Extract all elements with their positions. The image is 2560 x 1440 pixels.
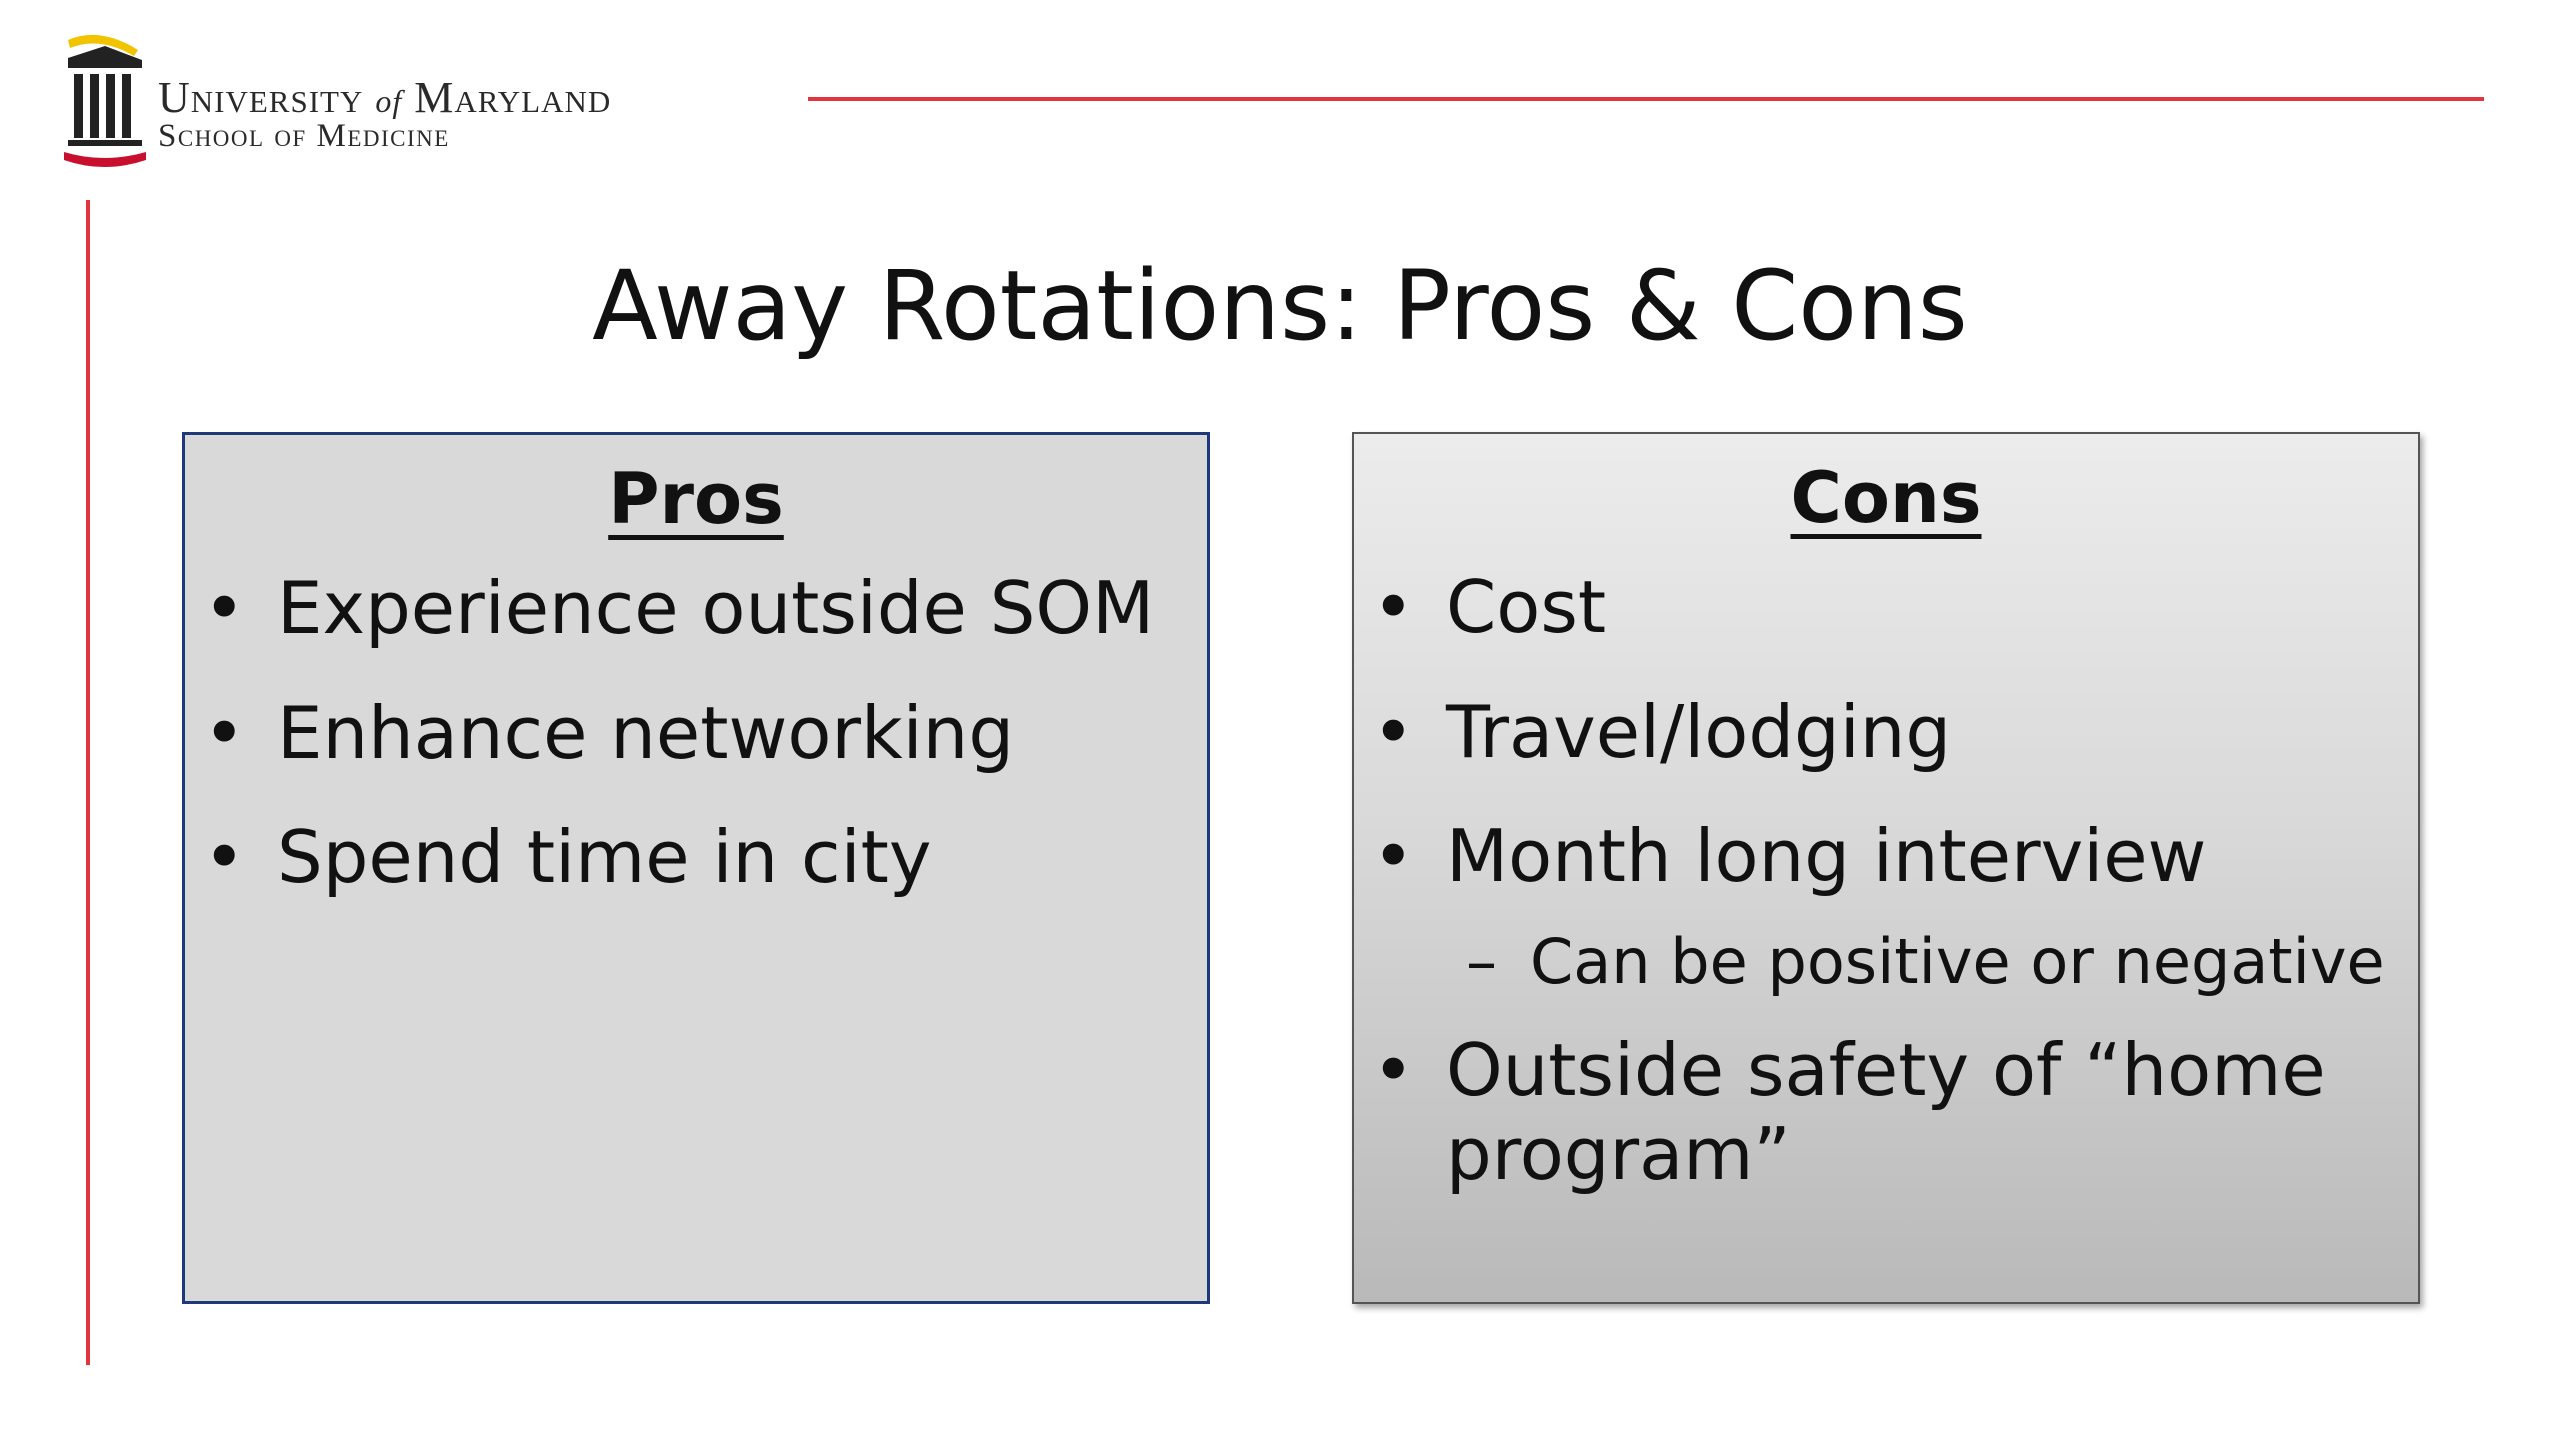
bullet-icon: • bbox=[1372, 689, 1415, 774]
slide-title: Away Rotations: Pros & Cons bbox=[592, 250, 1968, 362]
left-accent-rule bbox=[86, 200, 90, 1365]
cons-item-text: Month long interview bbox=[1446, 814, 2207, 899]
list-item bbox=[1354, 691, 2418, 775]
header-divider bbox=[808, 97, 2484, 101]
cons-list bbox=[1354, 566, 2418, 1196]
pros-item-text: Spend time in city bbox=[277, 815, 932, 900]
bullet-icon: • bbox=[203, 566, 246, 650]
list-item bbox=[185, 567, 1207, 651]
bullet-icon: • bbox=[1372, 1028, 1415, 1113]
pros-list bbox=[185, 567, 1207, 900]
logo-word-maryland: Maryland bbox=[414, 73, 612, 122]
cons-box bbox=[1352, 432, 2420, 1304]
cons-heading: Cons bbox=[1790, 457, 1982, 539]
pros-box bbox=[182, 432, 1210, 1304]
logo-line-2: School of Medicine bbox=[158, 118, 450, 154]
logo-word-university: University bbox=[158, 73, 364, 122]
cons-sub-item-text: Can be positive or negative bbox=[1530, 924, 2385, 998]
list-item bbox=[185, 816, 1207, 900]
list-item bbox=[1354, 566, 2418, 650]
university-columns-logo-icon bbox=[60, 28, 150, 173]
pros-item-text: Enhance networking bbox=[277, 690, 1015, 775]
pros-heading: Pros bbox=[608, 458, 784, 540]
cons-item-text: Cost bbox=[1446, 565, 1607, 649]
logo-line-1 bbox=[158, 73, 612, 122]
logo-word-of: of bbox=[375, 83, 403, 119]
list-item bbox=[185, 692, 1207, 776]
cons-item-text: Travel/lodging bbox=[1446, 689, 1952, 774]
dash-icon: – bbox=[1466, 924, 1497, 998]
bullet-icon: • bbox=[203, 815, 246, 900]
pros-item-text: Experience outside SOM bbox=[277, 566, 1155, 650]
logo-wordmark bbox=[158, 73, 612, 154]
bullet-icon: • bbox=[1372, 814, 1415, 899]
sub-list-item bbox=[1354, 926, 2418, 998]
cons-item-text: Outside safety of “home program” bbox=[1446, 1028, 2326, 1196]
bullet-icon: • bbox=[203, 690, 246, 775]
list-item bbox=[1354, 815, 2418, 899]
university-logo bbox=[60, 28, 760, 173]
bullet-icon: • bbox=[1372, 565, 1415, 649]
list-item bbox=[1354, 1029, 2418, 1196]
